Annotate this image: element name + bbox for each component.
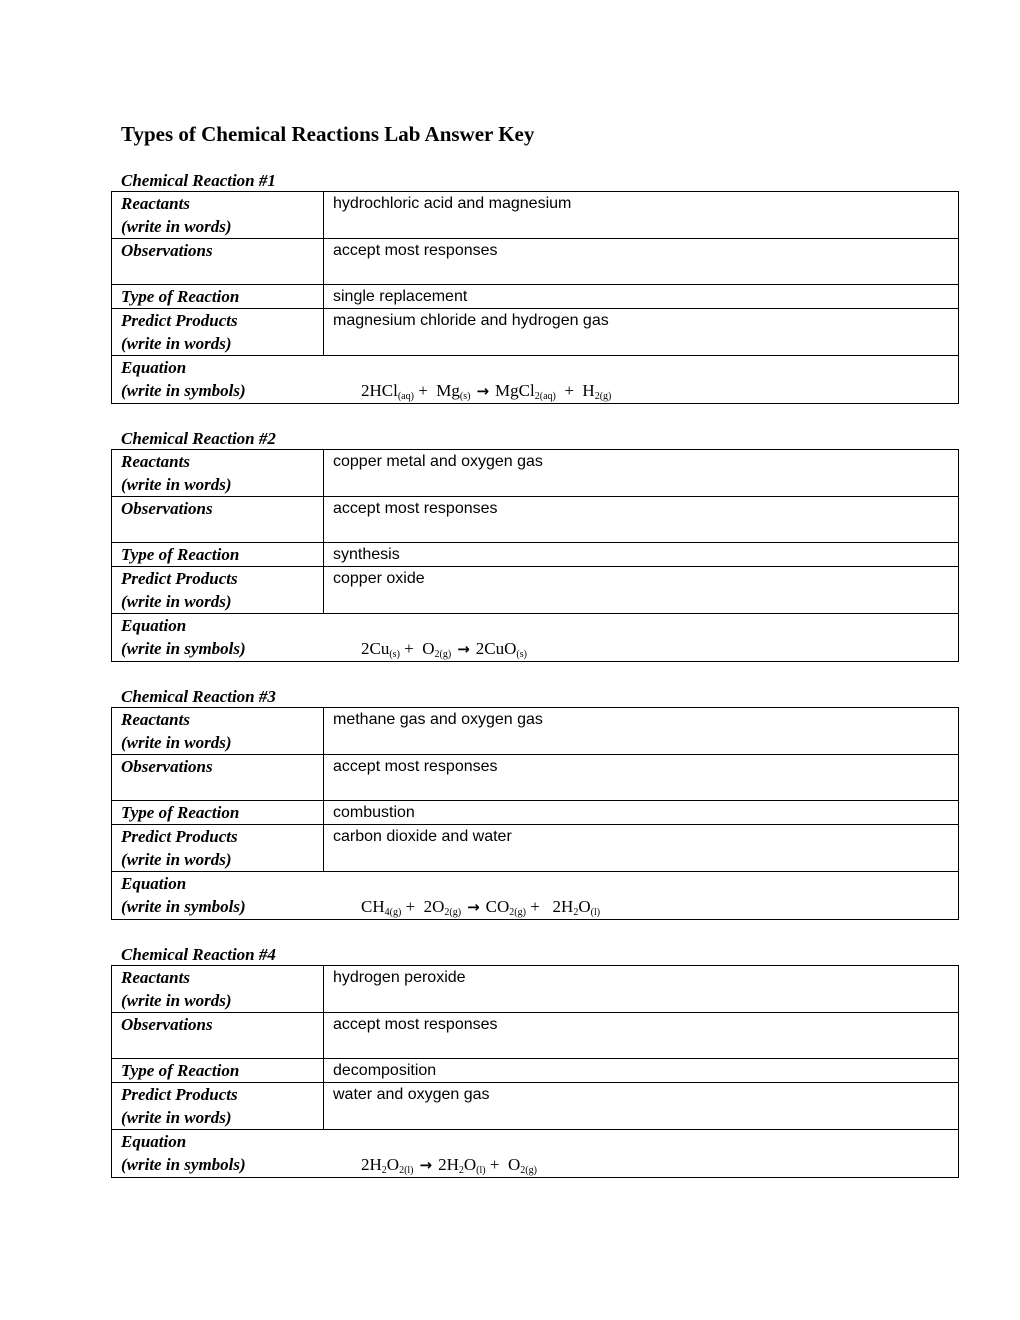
table-row [112,708,959,755]
table-row [112,239,959,285]
write-in-words-label: (write in words) [121,1108,232,1127]
products-value: magnesium chloride and hydrogen gas [333,312,609,329]
equation-subscript: (l) [476,1165,486,1176]
row-value [324,239,959,285]
table-row [112,1083,959,1130]
row-label [112,285,324,309]
row-label [112,192,324,239]
reactants-label: Reactants [121,968,190,987]
yields-arrow-icon: → [457,640,470,658]
chemical-equation [323,895,600,919]
chemical-equation [323,379,611,403]
equation-subscript: 2 [458,1165,464,1176]
row-value [324,543,959,567]
table-row [112,1059,959,1083]
row-label [112,1013,324,1059]
observations-label: Observations [121,1015,213,1034]
table-row [112,543,959,567]
observations-value: accept most responses [333,242,498,259]
row-value [324,285,959,309]
yields-arrow-icon: → [476,382,490,400]
row-value [324,497,959,543]
row-label [112,1083,324,1130]
equation-label: Equation [121,358,187,377]
equation-row [112,1130,959,1178]
row-value [324,192,959,239]
equation-subscript: 2(g) [509,907,526,918]
equation-subscript: 2(g) [444,907,462,918]
equation-cell [112,614,959,662]
row-value [324,309,959,356]
equation-term: + Mg [413,381,460,400]
reaction-table [111,707,959,920]
reaction-heading: Chemical Reaction #4 [121,945,276,964]
table-row [112,192,959,239]
predict-label: Predict Products [121,311,238,330]
row-label [112,801,324,825]
type-value: synthesis [333,546,400,563]
page-title: Types of Chemical Reactions Lab Answer Key [121,122,535,146]
row-value [324,755,959,801]
equation-term: + 2O [401,897,445,916]
products-value: water and oxygen gas [333,1086,490,1103]
table-row [112,497,959,543]
equation-subscript: 2(l) [399,1165,414,1176]
write-in-symbols-label: (write in symbols) [121,897,246,916]
equation-term: + O [399,639,435,658]
write-in-words-label: (write in words) [121,733,232,752]
observations-value: accept most responses [333,500,498,517]
row-label [112,825,324,872]
reaction-table [111,449,959,662]
equation-subscript: 2(aq) [534,391,556,402]
reactants-value: hydrogen peroxide [333,969,466,986]
row-value [324,801,959,825]
equation-row [112,356,959,404]
row-label [112,567,324,614]
type-value: single replacement [333,288,468,305]
row-label [112,543,324,567]
type-label: Type of Reaction [121,1061,240,1080]
equation-subscript: (s) [389,649,400,660]
write-in-symbols-label: (write in symbols) [121,381,246,400]
equation-row [112,872,959,920]
predict-label: Predict Products [121,827,238,846]
equation-term: 2H [361,1155,382,1174]
yields-arrow-icon: → [419,1156,433,1174]
reaction-heading: Chemical Reaction #3 [121,687,276,706]
reactants-label: Reactants [121,194,190,213]
equation-subscript: (s) [459,391,471,402]
row-value [324,567,959,614]
reactants-label: Reactants [121,452,190,471]
table-row [112,966,959,1013]
type-value: decomposition [333,1062,437,1079]
type-label: Type of Reaction [121,803,240,822]
row-value [324,1059,959,1083]
row-value [324,450,959,497]
table-row [112,567,959,614]
equation-subscript: (s) [516,649,527,660]
write-in-words-label: (write in words) [121,991,232,1010]
type-value: combustion [333,804,415,821]
equation-term: O [463,1155,477,1174]
predict-label: Predict Products [121,1085,238,1104]
equation-term: CO [485,897,510,916]
table-row [112,825,959,872]
row-label [112,755,324,801]
equation-subscript: 2 [573,907,579,918]
row-label [112,497,324,543]
write-in-words-label: (write in words) [121,334,232,353]
write-in-words-label: (write in words) [121,850,232,869]
chemical-equation [323,1153,537,1177]
observations-label: Observations [121,757,213,776]
equation-label: Equation [121,1132,187,1151]
table-row [112,285,959,309]
equation-term: MgCl [495,381,535,400]
table-row [112,1013,959,1059]
chemical-equation [323,637,527,661]
equation-subscript: (aq) [397,391,414,402]
row-label [112,966,324,1013]
equation-cell [112,872,959,920]
reaction-table [111,965,959,1178]
row-label [112,309,324,356]
row-value [324,825,959,872]
row-value [324,966,959,1013]
row-value [324,1013,959,1059]
row-label [112,708,324,755]
equation-subscript: 2(g) [594,391,612,402]
equation-label: Equation [121,874,187,893]
equation-subscript: 4(g) [384,907,402,918]
products-value: carbon dioxide and water [333,828,512,845]
equation-subscript: (l) [590,907,601,918]
equation-term: 2Cu [361,639,390,658]
equation-subscript: 2(g) [434,649,452,660]
equation-cell [112,356,959,404]
write-in-words-label: (write in words) [121,592,232,611]
table-row [112,309,959,356]
write-in-symbols-label: (write in symbols) [121,1155,246,1174]
reaction-section [111,687,959,920]
products-value: copper oxide [333,570,425,587]
reaction-section [111,171,959,404]
equation-term: 2H [438,1155,459,1174]
equation-term: O [386,1155,400,1174]
equation-term: 2HCl [361,381,398,400]
reaction-heading: Chemical Reaction #1 [121,171,276,190]
reactants-label: Reactants [121,710,190,729]
equation-label: Equation [121,616,187,635]
row-label [112,239,324,285]
equation-subscript: 2(g) [520,1165,537,1176]
row-value [324,1083,959,1130]
table-row [112,755,959,801]
predict-label: Predict Products [121,569,238,588]
row-label [112,450,324,497]
observations-value: accept most responses [333,1016,498,1033]
equation-subscript: 2 [381,1165,387,1176]
reaction-heading: Chemical Reaction #2 [121,429,276,448]
observations-value: accept most responses [333,758,498,775]
observations-label: Observations [121,499,213,518]
equation-row [112,614,959,662]
type-label: Type of Reaction [121,287,240,306]
reactants-value: hydrochloric acid and magnesium [333,195,572,212]
row-label [112,1059,324,1083]
equation-term: + 2H [525,897,574,916]
equation-term: 2CuO [475,639,517,658]
yields-arrow-icon: → [467,898,480,916]
equation-term: + O [485,1155,521,1174]
table-row [112,801,959,825]
table-row [112,450,959,497]
equation-term: + H [555,381,595,400]
write-in-words-label: (write in words) [121,475,232,494]
row-value [324,708,959,755]
equation-cell [112,1130,959,1178]
equation-term: O [578,897,591,916]
write-in-symbols-label: (write in symbols) [121,639,246,658]
equation-term: CH [361,897,385,916]
type-label: Type of Reaction [121,545,240,564]
reactants-value: copper metal and oxygen gas [333,453,543,470]
reaction-section [111,945,959,1178]
reaction-section [111,429,959,662]
observations-label: Observations [121,241,213,260]
reactants-value: methane gas and oxygen gas [333,711,543,728]
write-in-words-label: (write in words) [121,217,232,236]
reaction-table [111,191,959,404]
